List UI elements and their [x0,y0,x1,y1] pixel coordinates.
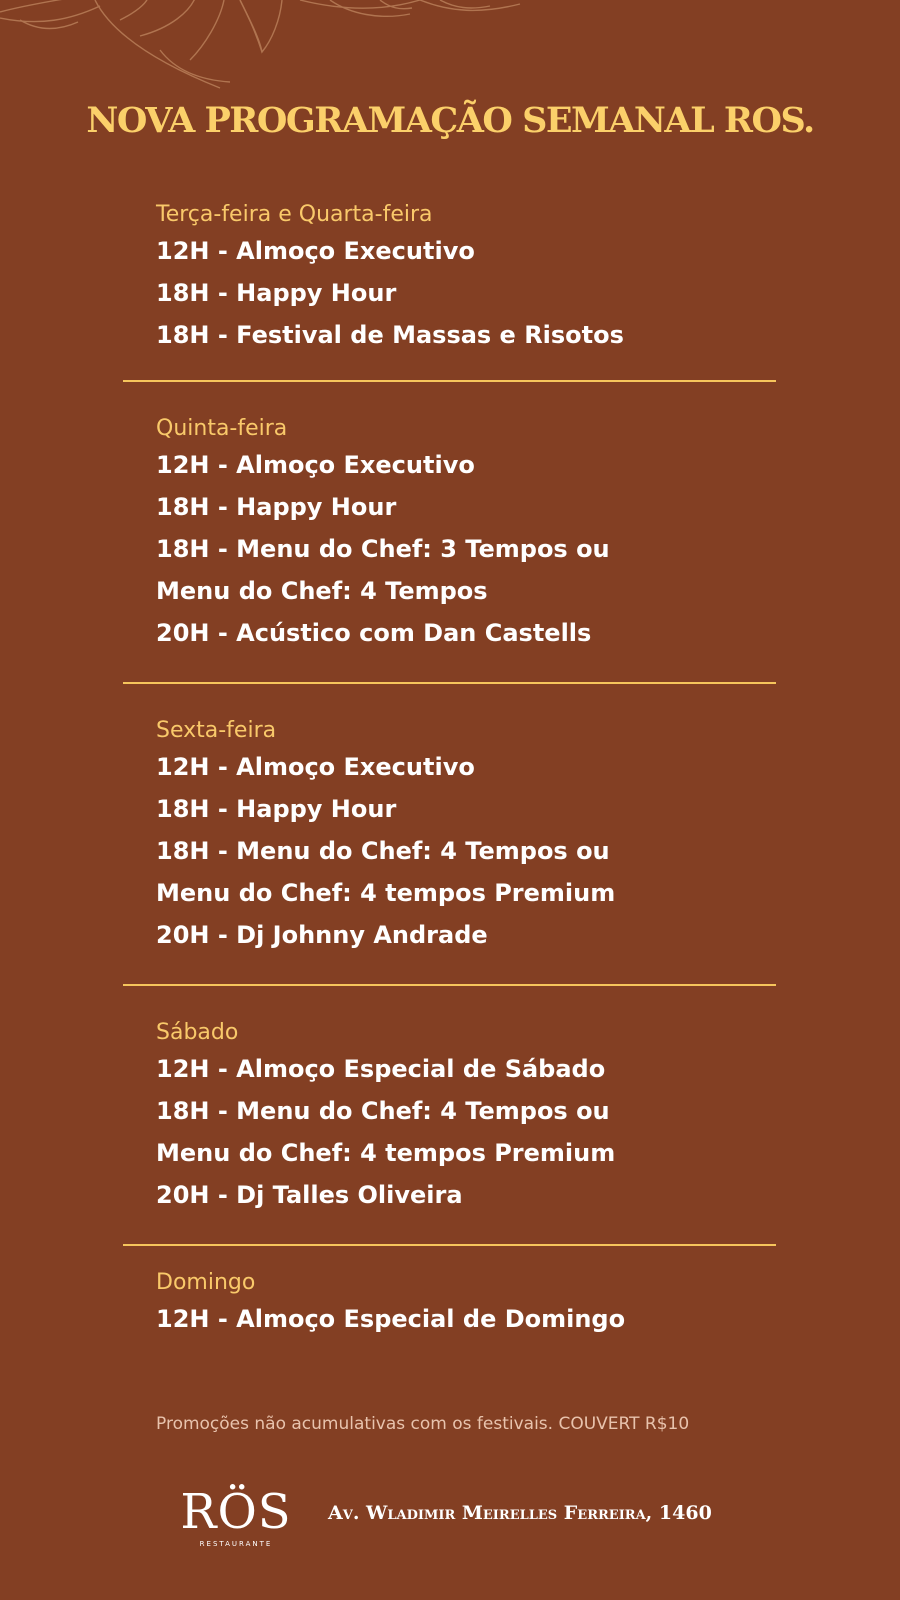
day-title: Sábado [156,1020,239,1045]
event-item: 12H - Almoço Executivo [156,753,475,781]
event-item: Menu do Chef: 4 Tempos [156,577,488,605]
section-divider [123,1244,776,1246]
event-item: 18H - Festival de Massas e Risotos [156,321,624,349]
promo-note: Promoções não acumulativas com os festivais. COUVERT R$10 [156,1414,690,1434]
page-title: NOVA PROGRAMAÇÃO SEMANAL ROS. [86,100,814,141]
event-item: 20H - Acústico com Dan Castells [156,619,592,647]
floral-ornament-icon [0,0,540,100]
section-divider [123,682,776,684]
event-item: 12H - Almoço Especial de Sábado [156,1055,606,1083]
section-divider [123,984,776,986]
event-item: 18H - Happy Hour [156,279,397,307]
event-item: Menu do Chef: 4 tempos Premium [156,1139,616,1167]
logo-subtitle: RESTAURANTE [199,1540,273,1548]
day-title: Terça-feira e Quarta-feira [156,202,433,227]
event-item: Menu do Chef: 4 tempos Premium [156,879,616,907]
day-section-sunday [156,1268,796,1340]
event-item: 18H - Menu do Chef: 3 Tempos ou [156,535,610,563]
event-item: 20H - Dj Johnny Andrade [156,921,488,949]
event-item: 12H - Almoço Executivo [156,451,475,479]
event-item: 18H - Menu do Chef: 4 Tempos ou [156,837,610,865]
section-divider [123,380,776,382]
day-section-thursday [156,414,796,654]
day-section-friday [156,716,796,956]
event-item: 18H - Menu do Chef: 4 Tempos ou [156,1097,610,1125]
address: Av. Wladimir Meirelles Ferreira, 1460 [328,1502,712,1524]
logo-name: RÖS [180,1484,292,1540]
weekly-schedule [156,200,796,1340]
event-item: 18H - Happy Hour [156,493,397,521]
day-title: Sexta-feira [156,718,277,743]
event-item: 12H - Almoço Executivo [156,237,475,265]
restaurant-logo [172,1486,300,1548]
day-section-saturday [156,1018,796,1216]
event-item: 18H - Happy Hour [156,795,397,823]
event-item: 12H - Almoço Especial de Domingo [156,1305,626,1333]
day-title: Domingo [156,1270,256,1295]
day-section-tuesday-wednesday [156,200,796,356]
event-item: 20H - Dj Talles Oliveira [156,1181,463,1209]
day-title: Quinta-feira [156,416,288,441]
